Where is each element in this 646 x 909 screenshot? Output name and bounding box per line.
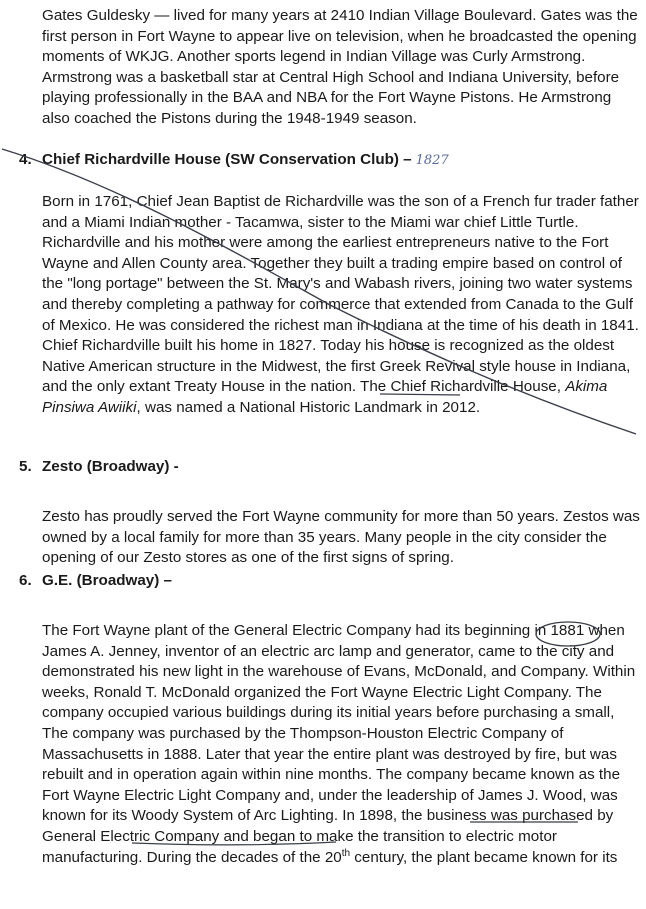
underlined-treaty-house: Treaty House: [174, 378, 265, 396]
underlined-woody-system: Woody System of Arc Lighting: [131, 807, 334, 825]
ge-paragraph: [42, 621, 642, 868]
richardville-text-3: , was named a National Historic Landmark in 2012.: [136, 398, 481, 416]
richardville-text-2: in the nation. The Chief Richardville House,: [264, 378, 566, 396]
italic-name: Akima Pinsiwa Awiiki: [42, 378, 608, 416]
section-number: 6.: [19, 572, 32, 589]
ge-text-3: . In 1898, the business was purchased by General Electric Company and began to make the transition to electric motor manufacturing. During the decades of the 20: [42, 807, 614, 866]
section-title: Chief Richardville House (SW Conservation Club) –: [42, 151, 412, 168]
ge-text-4: century, the plant became known for its: [350, 848, 618, 866]
richardville-text: Born in 1761, Chief Jean Baptist de Richardville was the son of a French fur trader father and a Miami Indian mother - Tacamwa, sister to the Miami war chief Little Turtle. Richardville and his mother were among the earliest entrepreneurs native to the Fort Wayne and Allen County area. Together they built a trading empire based on control of the "long portage" between the St. Mary's and Wabash rivers, joining two water systems and thereby completing a pathway for commerce that extended from Canada to the Gulf of Mexico. He was considered the richest man in Indiana at the time of his death in 1841. Chief Richardville built his home in 1827. Today his house is recognized as the oldest Native American structure in the Midwest, the first Greek Revival style house in Indiana, and the only extant: [42, 193, 639, 396]
section-title: G.E. (Broadway) –: [42, 572, 172, 589]
ge-text: The Fort Wayne plant of the General Electric Company had its beginning in 1881 when James A. Jenney, inventor of an electric arc lamp and generator, came to the city and demonstrated his new light in the warehouse of Evans, McDonald, and Company. Within weeks, Ronald T. McDonald organized the Fort Wayne Electric Light Company. The company occupied various buildings during its initial years before purchasing a small, The company was purchased by the Thompson-Houston Electric Company of Massachusetts in 1888. Later that year the entire plant was destroyed by fire, but was rebuilt and in operation again within nine months. The company became known as the Fort Wayne Electric Light Company and, under the leadership of: [42, 622, 636, 804]
handwritten-note: 1827: [415, 153, 449, 168]
section-number: 5.: [19, 458, 32, 475]
intro-paragraph: Gates Guldesky — lived for many years at 2410 Indian Village Boulevard. Gates was the first person in Fort Wayne to appear live on television, when he broadcasted the opening moments of WKJG. Another sports legend in Indian Village was Curly Armstrong. Armstrong was a basketball star at Central High School and Indiana University, before playing professionally in the BAA and NBA for the Fort Wayne Pistons. He Armstrong also coached the Pistons during the 1948-1949 season.: [42, 7, 638, 127]
section-heading-zesto: [19, 457, 179, 478]
superscript-th: th: [341, 847, 351, 859]
ge-text-2: , was known for its: [42, 786, 618, 825]
section-heading-ge: [19, 571, 172, 592]
richardville-paragraph: [42, 192, 642, 419]
zesto-paragraph: Zesto has proudly served the Fort Wayne community for more than 50 years. Zestos was owned by a local family for more than 35 years. Many people in the city consider the opening of our Zesto stores as one of the first signs of spring.: [42, 508, 640, 567]
underlined-james-wood: James J. Wood: [477, 786, 583, 804]
section-heading-richardville: [19, 150, 449, 172]
section-title: Zesto (Broadway) -: [42, 458, 179, 475]
section-number: 4.: [19, 151, 32, 168]
